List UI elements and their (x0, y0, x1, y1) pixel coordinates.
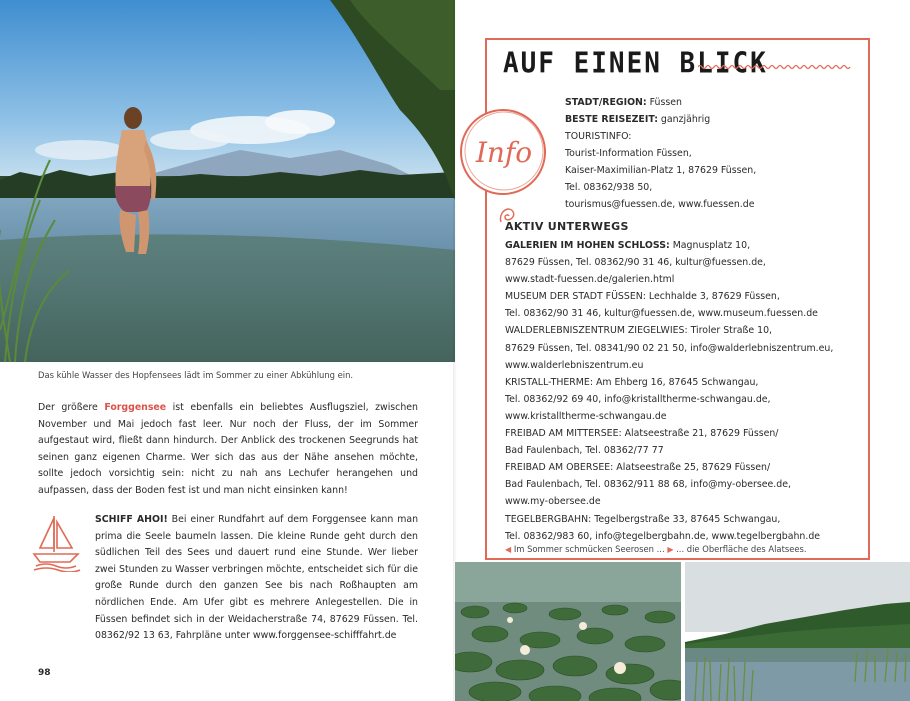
info-line: tourismus@fuessen.de, www.fuessen.de (565, 199, 755, 210)
triangle-left-icon: ◀ (505, 545, 512, 554)
alatsee-photo (685, 562, 910, 701)
right-page (455, 0, 910, 701)
caption-right: ... die Oberfläche des Alatsees. (676, 544, 807, 554)
triangle-right-icon: ▶ (667, 545, 674, 554)
lake-swimmer-photo (0, 0, 455, 362)
list-item: www.my-obersee.de (505, 496, 601, 508)
list-item: Tel. 08362/90 31 46, kultur@fuessen.de, www.museum.fuessen.de (505, 308, 818, 320)
body-paragraph (38, 400, 418, 500)
ship-text: Bei einer Rundfahrt auf dem Forggensee kann man prima die Seele baumeln lassen. Die kleine Runde geht durch den südlichen Teil des Sees und dauert rund eine Stunde. Wer lieber zwei Stunden zu Wasser verbringen möchte, entscheidet sich für die große Runde durch den ganzen See bis nach Roßhaupten am nördlichen Ende. Am Ufer gibt es mehrere Anlegestellen. Die in Füssen befindet sich in der Weidacherstraße 74, 87629 Füssen. Tel. 08362/92 13 63, Fahrpläne unter www.forggensee-schifffahrt.de (95, 514, 419, 642)
list-item: www.kristalltherme-schwangau.de (505, 410, 667, 422)
info-line: Tourist-Information Füssen, (565, 148, 692, 159)
list-item: Bad Faulenbach, Tel. 08362/911 88 68, info@my-obersee.de, (505, 479, 791, 491)
list-item: www.stadt-fuessen.de/galerien.html (505, 274, 675, 286)
sailboat-icon (30, 512, 82, 572)
info-line: STADT/REGION: Füssen (565, 97, 682, 108)
list-item: WALDERLEBNISZENTRUM ZIEGELWIES: Tiroler Straße 10, (505, 325, 773, 337)
list-item: 87629 Füssen, Tel. 08341/90 02 21 50, info@walderlebniszentrum.eu, (505, 342, 834, 354)
list-item: FREIBAD AM MITTERSEE: Alatseestraße 21, 87629 Füssen/ (505, 428, 779, 440)
bottom-photo-caption (505, 544, 807, 554)
list-item: FREIBAD AM OBERSEE: Alatseestraße 25, 87629 Füssen/ (505, 462, 771, 474)
list-item: Tel. 08362/983 60, info@tegelbergbahn.de, www.tegelbergbahn.de (505, 530, 821, 542)
list-item: TEGELBERGBAHN: Tegelbergstraße 33, 87645 Schwangau, (505, 513, 781, 525)
list-item: KRISTALL-THERME: Am Ehberg 16, 87645 Schwangau, (505, 376, 759, 388)
forggensee-highlight: Forggensee (104, 402, 167, 413)
info-line: TOURISTINFO: (565, 131, 632, 142)
info-block (565, 94, 865, 213)
ship-paragraph (95, 512, 418, 645)
list-item: MUSEUM DER STADT FÜSSEN: Lechhalde 3, 87629 Füssen, (505, 291, 780, 303)
info-line: Kaiser-Maximilian-Platz 1, 87629 Füssen, (565, 165, 757, 176)
page-number: 98 (38, 668, 51, 678)
page-title: AUF EINEN BLICK (503, 47, 768, 81)
title-underline-wave (698, 64, 853, 70)
ship-label: SCHIFF AHOI! (95, 514, 168, 525)
info-line: Tel. 08362/938 50, (565, 182, 653, 193)
caption-left: Im Sommer schmücken Seerosen ... (513, 544, 665, 554)
photo-caption: Das kühle Wasser des Hopfensees lädt im Sommer zu einer Abkühlung ein. (38, 370, 354, 380)
list-item: www.walderlebniszentrum.eu (505, 359, 644, 371)
para-rest: ist ebenfalls ein beliebtes Ausflugsziel, zwischen November und Mai jedoch fast leer. Nur noch der Fluss, der im Sommer aufgestaut wird, fließt dann hindurch. Der Anblick des trockenen Seegrunds hat seinen ganz eigenen Charme. Wer sich das aus der Nähe ansehen möchte, sollte jedoch vorsichtig sein: nicht zu nah ans Lechufer herangehen und aufpassen, dass der Boden fest ist und man nicht einsinken kann! (38, 402, 418, 496)
lily-pond-photo (455, 562, 681, 701)
para-intro: Der größere (38, 402, 105, 413)
list-item: Tel. 08362/92 69 40, info@kristalltherme-schwangau.de, (505, 393, 771, 405)
aktiv-heading: AKTIV UNTERWEGS (505, 220, 629, 233)
aktiv-list (505, 237, 863, 545)
info-circle-icon (454, 107, 552, 197)
info-badge-text: Info (475, 136, 533, 169)
list-item: GALERIEN IM HOHEN SCHLOSS: Magnusplatz 10, (505, 240, 751, 251)
list-item: 87629 Füssen, Tel. 08362/90 31 46, kultur@fuessen.de, (505, 257, 766, 269)
list-item: Bad Faulenbach, Tel. 08362/77 77 (505, 445, 664, 457)
info-line: BESTE REISEZEIT: ganzjährig (565, 114, 711, 125)
